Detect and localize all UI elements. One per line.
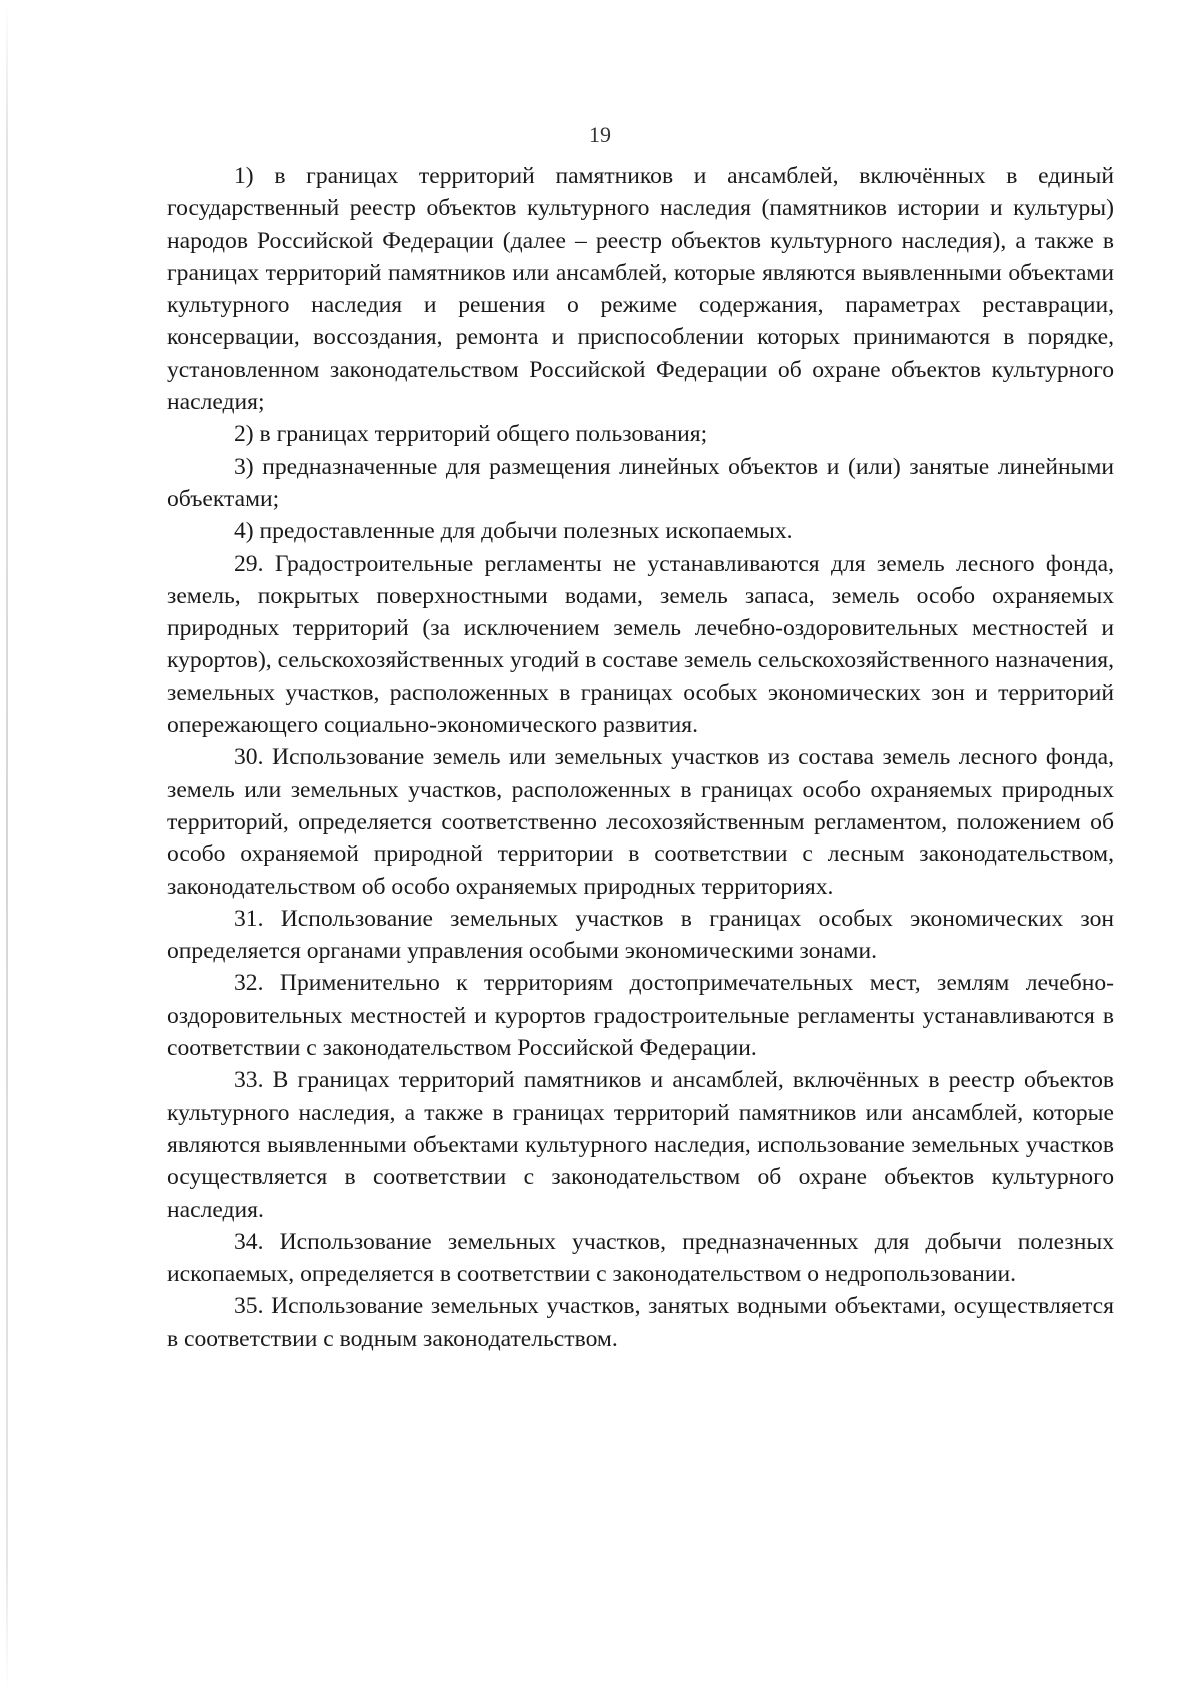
clause-34: 34. Использование земельных участков, предназначенных для добычи полезных ископаемых, определяется в соответствии с законодательством о недропользовании. [167, 1228, 1114, 1288]
clause-29: 29. Градостроительные регламенты не устанавливаются для земель лесного фонда, земель, покрытых поверхностными водами, земель запаса, земель особо охраняемых природных территорий (за исключением земель лечебно-оздоровительных местностей и курортов), сельскохозяйственных угодий в составе земель сельскохозяйственного назначения, земельных участков, расположенных в границах особых экономических зон и территорий опережающего социально-экономического развития. [167, 550, 1114, 739]
list-item-2: 2) в границах территорий общего пользования; [234, 421, 708, 448]
list-item-4: 4) предоставленные для добычи полезных ископаемых. [234, 518, 793, 545]
document-body [167, 160, 1114, 1355]
clause-32: 32. Применительно к территориям достопримечательных мест, землям лечебно-оздоровительных местностей и курортов градостроительные регламенты устанавливаются в соответствии с законодательством Российской Федерации. [167, 970, 1114, 1062]
clause-30: 30. Использование земель или земельных участков из состава земель лесного фонда, земель или земельных участков, расположенных в границах особо охраняемых природных территорий, определяется соответственно лесохозяйственным регламентом, положением об особо охраняемой природной территории в соответствии с лесным законодательством, законодательством об особо охраняемых природных территориях. [167, 744, 1114, 900]
clause-31: 31. Использование земельных участков в границах особых экономических зон определяется органами управления особыми экономическими зонами. [167, 905, 1114, 965]
list-item-1: 1) в границах территорий памятников и ансамблей, включённых в единый государственный реестр объектов культурного наследия (памятников истории и культуры) народов Российской Федерации (далее – реестр объектов культурного наследия), а также в границах территорий памятников или ансамблей, которые являются выявленными объектами культурного наследия и решения о режиме содержания, параметрах реставрации, консервации, воссоздания, ремонта и приспособлении которых принимаются в порядке, установленном законодательством Российской Федерации об охране объектов культурного наследия; [167, 163, 1114, 416]
clause-33: 33. В границах территорий памятников и ансамблей, включённых в реестр объектов культурного наследия, а также в границах территорий памятников или ансамблей, которые являются выявленными объектами культурного наследия, использование земельных участков осуществляется в соответствии с законодательством об охране объектов культурного наследия. [167, 1067, 1114, 1223]
page-number: 19 [589, 122, 611, 147]
clause-35: 35. Использование земельных участков, занятых водными объектами, осуществляется в соответствии с водным законодательством. [167, 1293, 1114, 1352]
list-item-3: 3) предназначенные для размещения линейных объектов и (или) занятые линейными объектами; [167, 453, 1114, 512]
scan-edge-shadow [6, 0, 8, 1696]
